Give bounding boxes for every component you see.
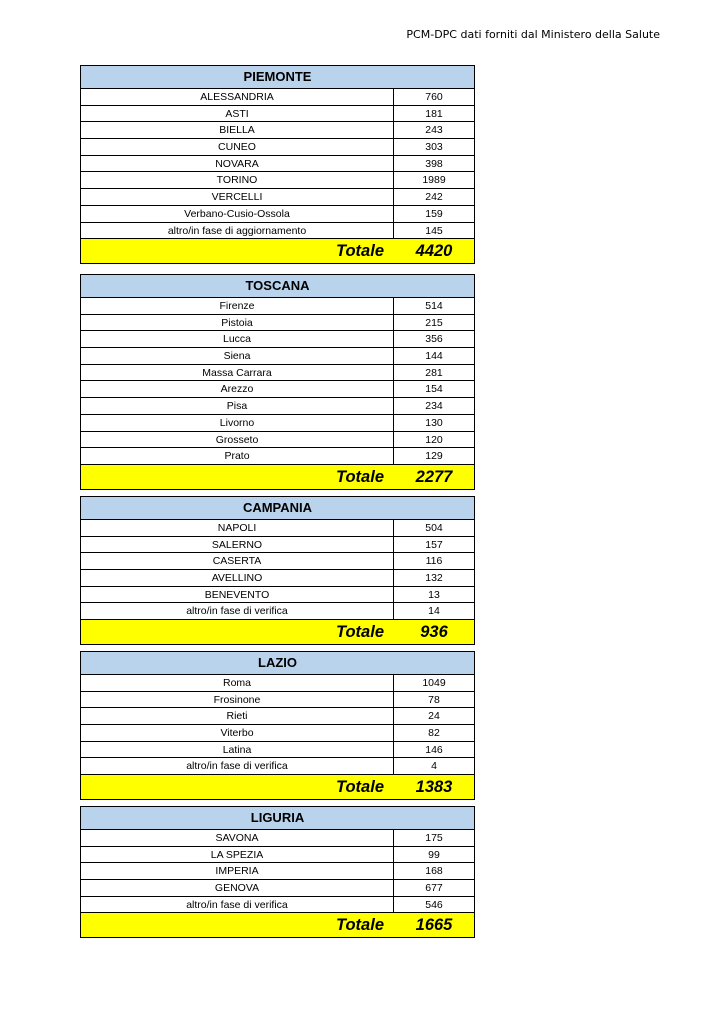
province-name: BIELLA xyxy=(81,122,394,138)
total-value: 2277 xyxy=(415,467,453,486)
case-count: 129 xyxy=(425,450,443,463)
province-name: Verbano-Cusio-Ossola xyxy=(81,206,394,222)
province-name: altro/in fase di verifica xyxy=(81,603,394,619)
table-row xyxy=(81,381,474,398)
table-row xyxy=(81,742,474,759)
total-value: 936 xyxy=(420,623,448,642)
case-count: 504 xyxy=(425,522,443,534)
table-row xyxy=(81,432,474,449)
table-row xyxy=(81,331,474,348)
province-name: altro/in fase di verifica xyxy=(81,897,394,913)
province-name: ALESSANDRIA xyxy=(81,89,394,105)
table-row xyxy=(81,206,474,223)
region-table-lazio xyxy=(80,651,475,800)
province-name: CUNEO xyxy=(81,139,394,155)
table-row xyxy=(81,708,474,725)
province-name: NAPOLI xyxy=(81,520,394,536)
case-count: 181 xyxy=(425,107,443,120)
case-count: 760 xyxy=(425,91,443,103)
case-count: 24 xyxy=(428,710,440,723)
case-count: 130 xyxy=(425,416,443,429)
table-row xyxy=(81,897,474,914)
total-label: Totale xyxy=(336,916,384,935)
province-name: SALERNO xyxy=(81,537,394,553)
table-row xyxy=(81,189,474,206)
case-count: 546 xyxy=(425,898,443,911)
province-name: IMPERIA xyxy=(81,863,394,879)
province-name: Roma xyxy=(81,675,394,691)
province-name: LA SPEZIA xyxy=(81,847,394,863)
province-name: altro/in fase di verifica xyxy=(81,758,394,774)
province-name: Frosinone xyxy=(81,692,394,708)
province-name: VERCELLI xyxy=(81,189,394,205)
case-count: 1049 xyxy=(422,677,446,689)
case-count: 303 xyxy=(425,141,443,154)
table-row xyxy=(81,122,474,139)
case-count: 13 xyxy=(428,588,440,601)
table-row xyxy=(81,348,474,365)
province-name: Prato xyxy=(81,448,394,464)
table-row xyxy=(81,520,474,537)
table-row xyxy=(81,758,474,775)
total-label: Totale xyxy=(336,778,384,797)
total-row xyxy=(81,775,474,799)
table-row xyxy=(81,863,474,880)
region-table-piemonte xyxy=(80,65,475,264)
table-row xyxy=(81,847,474,864)
region-title: CAMPANIA xyxy=(81,497,474,520)
region-table-campania xyxy=(80,496,475,645)
table-row xyxy=(81,692,474,709)
province-name: Firenze xyxy=(81,298,394,314)
total-label: Totale xyxy=(336,242,384,261)
total-value: 4420 xyxy=(415,242,453,261)
province-name: BENEVENTO xyxy=(81,587,394,603)
table-row xyxy=(81,298,474,315)
case-count: 144 xyxy=(425,350,443,363)
table-row xyxy=(81,570,474,587)
total-label: Totale xyxy=(336,467,384,486)
case-count: 215 xyxy=(425,316,443,329)
case-count: 168 xyxy=(425,865,443,878)
case-count: 242 xyxy=(425,191,443,204)
province-name: Grosseto xyxy=(81,432,394,448)
case-count: 398 xyxy=(425,157,443,170)
case-count: 4 xyxy=(431,760,437,773)
province-name: Arezzo xyxy=(81,381,394,397)
province-name: Latina xyxy=(81,742,394,758)
table-row xyxy=(81,675,474,692)
region-table-toscana xyxy=(80,274,475,490)
case-count: 154 xyxy=(425,383,443,396)
case-count: 243 xyxy=(425,124,443,137)
table-row xyxy=(81,172,474,189)
region-title: LAZIO xyxy=(81,652,474,675)
table-row xyxy=(81,537,474,554)
table-row xyxy=(81,725,474,742)
total-row xyxy=(81,620,474,644)
table-row xyxy=(81,365,474,382)
case-count: 356 xyxy=(425,333,443,346)
province-name: Pistoia xyxy=(81,315,394,331)
province-name: Livorno xyxy=(81,415,394,431)
province-name: Viterbo xyxy=(81,725,394,741)
province-name: Massa Carrara xyxy=(81,365,394,381)
case-count: 82 xyxy=(428,727,440,740)
case-count: 157 xyxy=(425,538,443,551)
province-name: SAVONA xyxy=(81,830,394,846)
case-count: 132 xyxy=(425,572,443,585)
case-count: 145 xyxy=(425,224,443,237)
case-count: 677 xyxy=(425,882,443,895)
province-name: Pisa xyxy=(81,398,394,414)
table-row xyxy=(81,830,474,847)
total-row xyxy=(81,465,474,489)
case-count: 116 xyxy=(425,555,443,568)
province-name: ASTI xyxy=(81,106,394,122)
province-name: AVELLINO xyxy=(81,570,394,586)
case-count: 514 xyxy=(425,300,443,312)
table-row xyxy=(81,603,474,620)
case-count: 159 xyxy=(425,207,443,220)
total-label: Totale xyxy=(336,623,384,642)
province-name: altro/in fase di aggiornamento xyxy=(81,223,394,239)
table-row xyxy=(81,880,474,897)
province-name: TORINO xyxy=(81,172,394,188)
table-row xyxy=(81,156,474,173)
province-name: Lucca xyxy=(81,331,394,347)
region-title: PIEMONTE xyxy=(81,66,474,89)
table-row xyxy=(81,89,474,106)
case-count: 120 xyxy=(425,433,443,446)
table-row xyxy=(81,398,474,415)
region-title: LIGURIA xyxy=(81,807,474,830)
region-table-liguria xyxy=(80,806,475,938)
table-row xyxy=(81,448,474,465)
case-count: 175 xyxy=(425,832,443,844)
source-header: PCM-DPC dati forniti dal Ministero della Salute xyxy=(406,28,660,41)
table-row xyxy=(81,106,474,123)
total-row xyxy=(81,239,474,263)
table-row xyxy=(81,587,474,604)
case-count: 146 xyxy=(425,743,443,756)
case-count: 99 xyxy=(428,848,440,861)
province-name: CASERTA xyxy=(81,553,394,569)
table-row xyxy=(81,139,474,156)
region-title: TOSCANA xyxy=(81,275,474,298)
case-count: 1989 xyxy=(422,174,446,187)
total-row xyxy=(81,913,474,937)
table-row xyxy=(81,553,474,570)
case-count: 234 xyxy=(425,400,443,413)
case-count: 281 xyxy=(425,366,443,379)
case-count: 78 xyxy=(428,693,440,706)
total-value: 1383 xyxy=(415,778,453,797)
case-count: 14 xyxy=(428,605,440,618)
province-name: GENOVA xyxy=(81,880,394,896)
table-row xyxy=(81,415,474,432)
province-name: NOVARA xyxy=(81,156,394,172)
province-name: Siena xyxy=(81,348,394,364)
province-name: Rieti xyxy=(81,708,394,724)
table-row xyxy=(81,223,474,240)
total-value: 1665 xyxy=(415,916,453,935)
table-row xyxy=(81,315,474,332)
